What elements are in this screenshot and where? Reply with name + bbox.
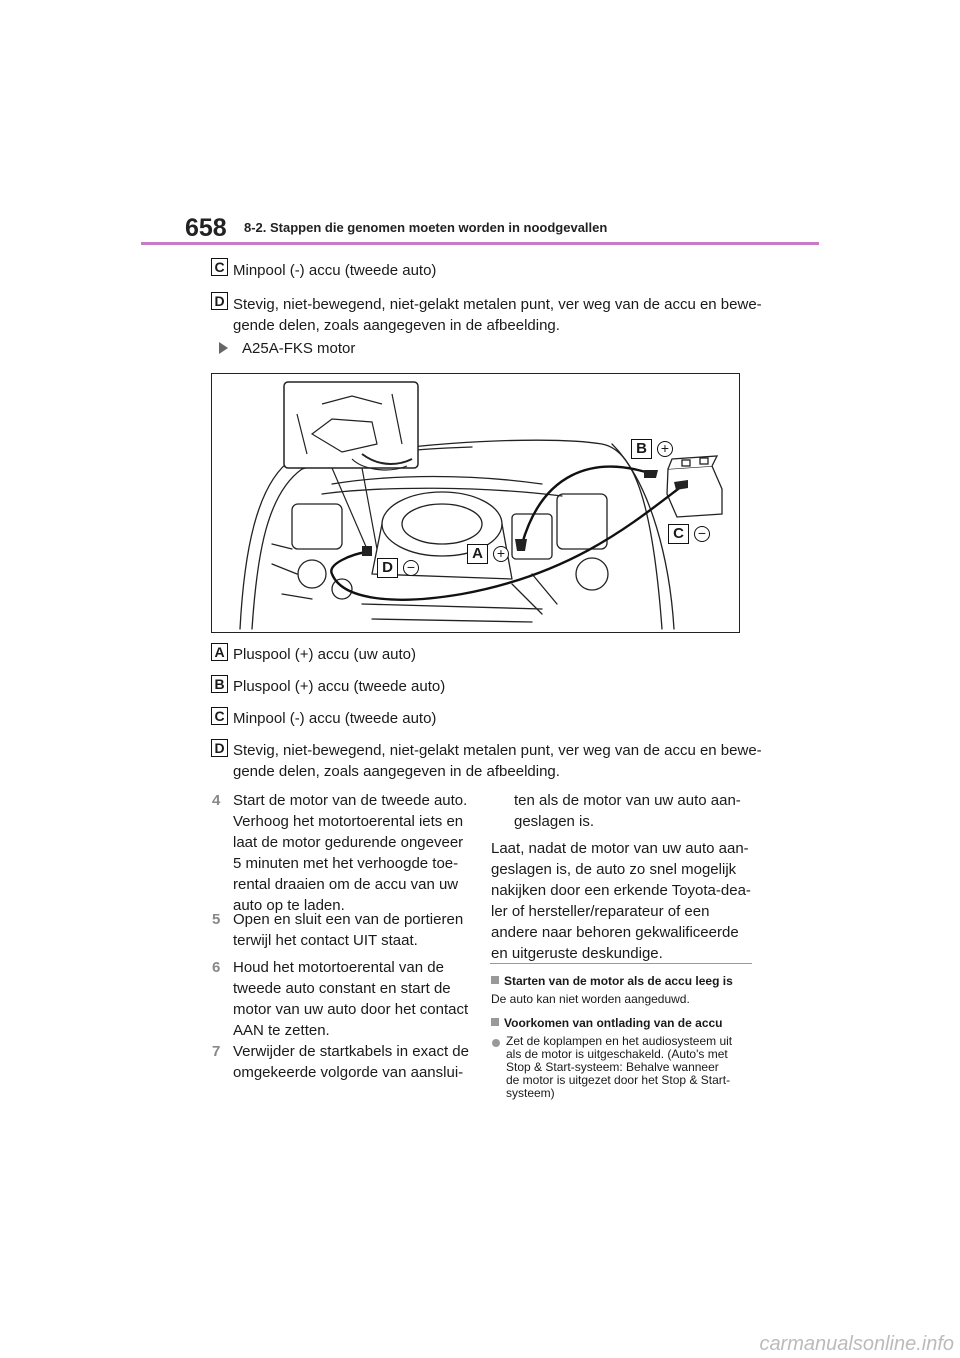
arrow-bullet-icon <box>219 342 228 354</box>
legend-text-b: Pluspool (+) accu (tweede auto) <box>233 678 446 695</box>
plus-sign-icon: + <box>493 546 509 562</box>
legend-text-d-line1: Stevig, niet-bewegend, niet-gelakt metalen punt, ver weg van de accu en bewe- <box>233 296 762 313</box>
square-bullet-icon <box>491 1018 499 1026</box>
step-number: 6 <box>212 959 221 976</box>
legend-label-a: A <box>211 643 228 661</box>
plus-sign-icon: + <box>657 441 673 457</box>
paragraph-line-6: en uitgeruste deskundige. <box>491 945 663 962</box>
section-title: 8-2. Stappen die genomen moeten worden in noodgevallen <box>244 220 608 235</box>
note-bullet-line-5: systeem) <box>506 1086 555 1100</box>
legend-text-d-line2: gende delen, zoals aangegeven in de afbeelding. <box>233 317 560 334</box>
step-4-line-5: rental draaien om de accu van uw <box>233 876 459 893</box>
round-bullet-icon <box>492 1039 500 1047</box>
step-4-line-6: auto op te laden. <box>233 897 345 914</box>
legend-label-c: C <box>211 258 228 276</box>
step-4-line-1: Start de motor van de tweede auto. <box>233 792 468 809</box>
engine-bay-drawing <box>212 374 740 633</box>
step-7-line-2: omgekeerde volgorde van aanslui- <box>233 1064 464 1081</box>
legend-label-c2: C <box>211 707 228 725</box>
legend-label-d2: D <box>211 739 228 757</box>
step-6-line-1: Houd het motortoerental van de <box>233 959 444 976</box>
figure-label-d: D <box>377 558 398 578</box>
legend-label-b: B <box>211 675 228 693</box>
figure-label-c: C <box>668 524 689 544</box>
page-number: 658 <box>185 214 227 242</box>
engine-bay-illustration <box>211 373 740 633</box>
paragraph-line-4: ler of hersteller/reparateur of een <box>491 903 710 920</box>
step-6-line-4: AAN te zetten. <box>233 1022 330 1039</box>
step-5-line-2: terwijl het contact UIT staat. <box>233 932 418 949</box>
minus-sign-icon: − <box>403 560 419 576</box>
paragraph-line-1: Laat, nadat de motor van uw auto aan- <box>491 840 749 857</box>
minus-sign-icon: − <box>694 526 710 542</box>
note-heading-1 <box>491 974 733 988</box>
note-heading-2 <box>491 1016 723 1030</box>
step-4-line-3: laat de motor gedurende ongeveer <box>233 834 464 851</box>
step-4-line-2: Verhoog het motortoerental iets en <box>233 813 464 830</box>
square-bullet-icon <box>491 976 499 984</box>
step-6-line-2: tweede auto constant en start de <box>233 980 451 997</box>
step-7-continuation-2: geslagen is. <box>514 813 595 830</box>
step-number: 4 <box>212 792 221 809</box>
step-number: 5 <box>212 911 221 928</box>
step-5-line-1: Open en sluit een van de portieren <box>233 911 464 928</box>
notes-divider <box>490 963 752 964</box>
legend-text-a: Pluspool (+) accu (uw auto) <box>233 646 417 663</box>
legend-text-d2-line1: Stevig, niet-bewegend, niet-gelakt metalen punt, ver weg van de accu en bewe- <box>233 742 762 759</box>
legend-text-d2-line2: gende delen, zoals aangegeven in de afbeelding. <box>233 763 560 780</box>
note-heading-2-text: Voorkomen van ontlading van de accu <box>504 1016 723 1030</box>
note-heading-1-text: Starten van de motor als de accu leeg is <box>504 974 733 988</box>
step-6-line-3: motor van uw auto door het contact <box>233 1001 469 1018</box>
step-4-line-4: 5 minuten met het verhoogde toe- <box>233 855 459 872</box>
legend-text-c: Minpool (-) accu (tweede auto) <box>233 262 437 279</box>
paragraph-line-3: nakijken door een erkende Toyota-dea- <box>491 882 751 899</box>
header-divider <box>141 242 819 245</box>
step-7-line-1: Verwijder de startkabels in exact de <box>233 1043 469 1060</box>
note-bullet-line-3: Stop & Start-systeem: Behalve wanneer <box>506 1060 719 1074</box>
note-bullet-line-4: de motor is uitgezet door het Stop & Start- <box>506 1073 731 1087</box>
note-text-1: De auto kan niet worden aangeduwd. <box>491 992 690 1006</box>
legend-label-d: D <box>211 292 228 310</box>
figure-label-a: A <box>467 544 488 564</box>
note-bullet-line-1: Zet de koplampen en het audiosysteem uit <box>506 1034 733 1048</box>
legend-text-c2: Minpool (-) accu (tweede auto) <box>233 710 437 727</box>
paragraph-line-5: andere naar behoren gekwalificeerde <box>491 924 739 941</box>
watermark: carmanualsonline.info <box>759 1333 954 1355</box>
step-number: 7 <box>212 1043 221 1060</box>
note-bullet-line-2: als de motor is uitgeschakeld. (Auto's met <box>506 1047 728 1061</box>
step-7-continuation-1: ten als de motor van uw auto aan- <box>514 792 741 809</box>
engine-heading: A25A-FKS motor <box>242 340 356 357</box>
figure-label-b: B <box>631 439 652 459</box>
paragraph-line-2: geslagen is, de auto zo snel mogelijk <box>491 861 737 878</box>
